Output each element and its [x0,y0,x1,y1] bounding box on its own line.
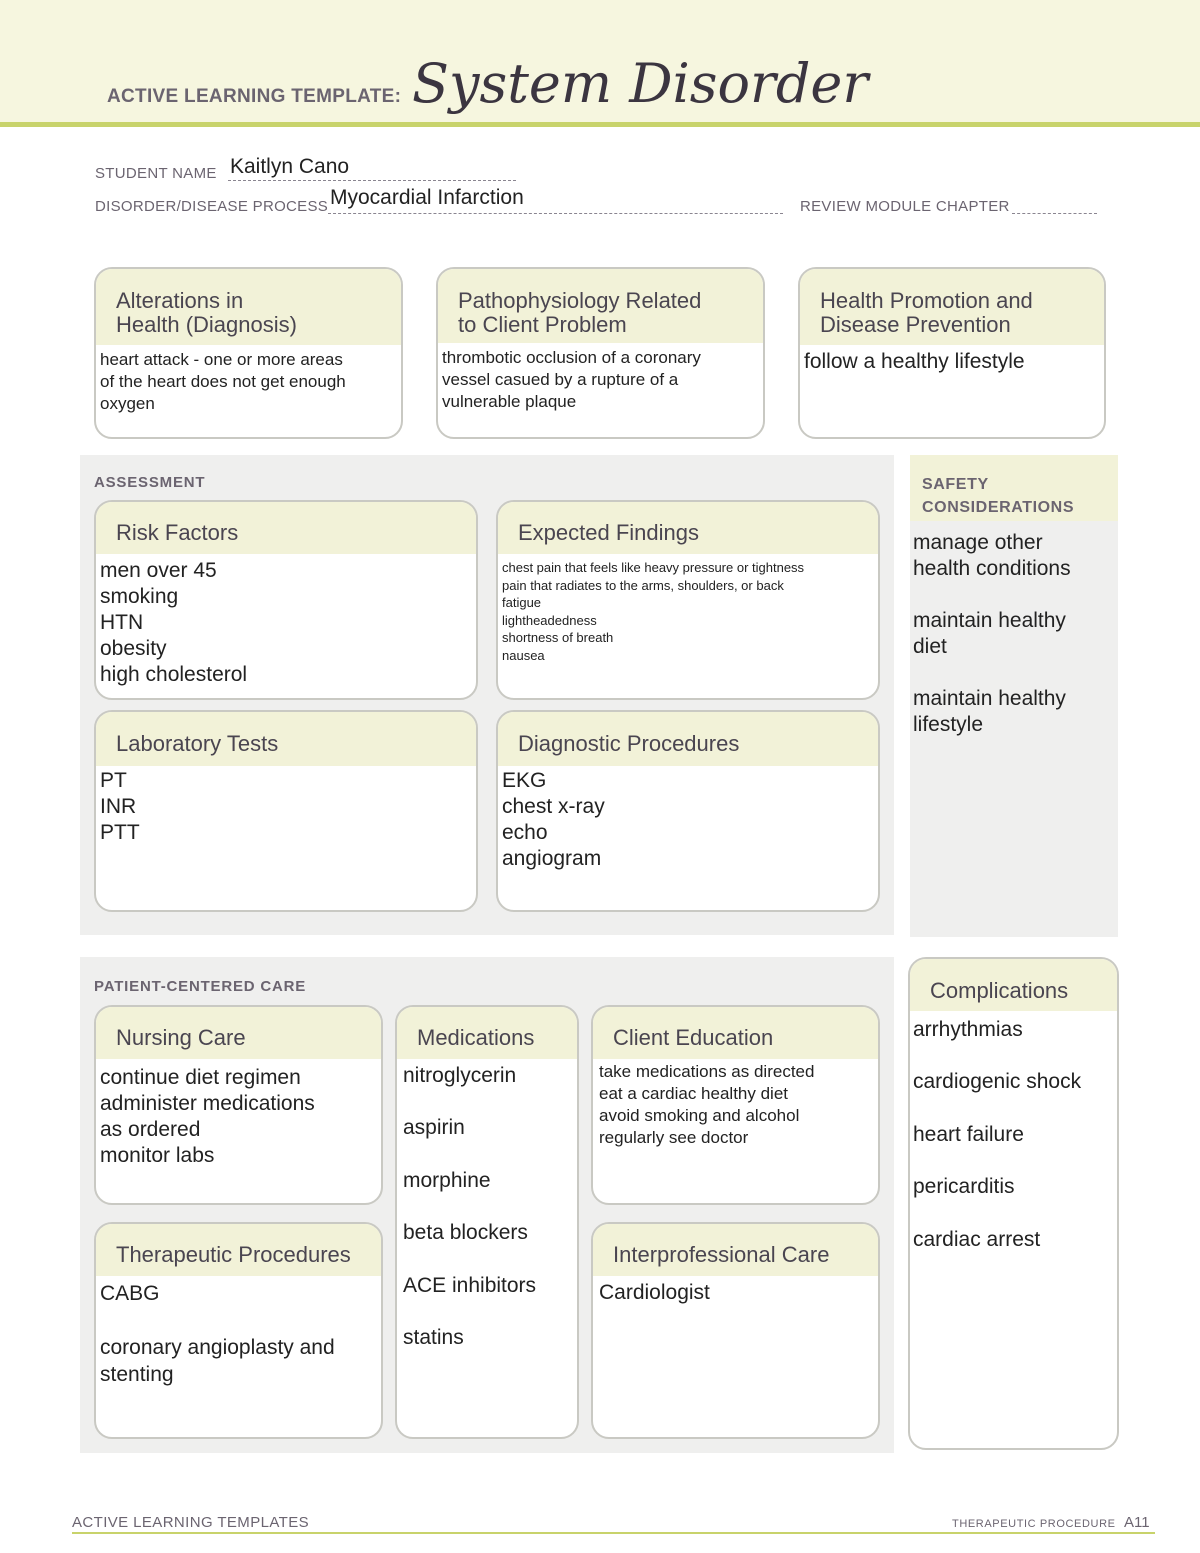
header-rule [0,122,1200,127]
pathophysiology-box [436,267,765,439]
nursing-care-body[interactable]: continue diet regimen administer medications as ordered monitor labs [100,1066,315,1167]
diagnostic-procedures-box [496,710,880,912]
template-label: ACTIVE LEARNING TEMPLATE: [107,86,402,107]
diagnostic-procedures-body[interactable]: EKG chest x-ray echo angiogram [502,769,605,870]
interprofessional-care-body[interactable]: Cardiologist [599,1281,710,1304]
safety-body[interactable]: manage other health conditions maintain healthy diet maintain healthy lifestyle [913,531,1071,736]
complications-title: Complications [910,959,1117,1011]
therapeutic-procedures-body[interactable]: CABG coronary angioplasty and stenting [100,1282,335,1386]
assessment-label: ASSESSMENT [94,474,206,491]
page-title: System Disorder [412,52,869,115]
patient-centered-care-label: PATIENT-CENTERED CARE [94,978,307,995]
laboratory-tests-body[interactable]: PT INR PTT [100,769,140,844]
interprofessional-care-title: Interprofessional Care [593,1224,878,1276]
health-promotion-body[interactable]: follow a healthy lifestyle [804,350,1025,373]
student-name-value[interactable]: Kaitlyn Cano [230,155,350,178]
disorder-label: DISORDER/DISEASE PROCESS [95,198,329,215]
safety-label: SAFETY CONSIDERATIONS [922,476,1075,516]
risk-factors-box [94,500,478,700]
pathophysiology-title: Pathophysiology Related to Client Problem [438,269,763,343]
expected-findings-body[interactable]: chest pain that feels like heavy pressure or tightness pain that radiates to the arms, shoulders, or back fatigue lightheadedness shortness of breath nausea [502,560,805,663]
nursing-care-title: Nursing Care [96,1007,381,1059]
footer-rule [72,1532,1155,1534]
health-promotion-title: Health Promotion and Disease Prevention [800,269,1104,345]
client-education-box [591,1005,880,1205]
therapeutic-procedures-title: Therapeutic Procedures [96,1224,381,1276]
alterations-body[interactable]: heart attack - one or more areas of the heart does not get enough oxygen [100,350,346,413]
client-education-title: Client Education [593,1007,878,1059]
client-education-body[interactable]: take medications as directed eat a cardiac healthy diet avoid smoking and alcohol regularly see doctor [599,1062,815,1147]
medications-title: Medications [397,1007,577,1059]
medications-body[interactable]: nitroglycerin aspirin morphine beta blockers ACE inhibitors statins [403,1064,537,1350]
medications-box [395,1005,579,1439]
expected-findings-title: Expected Findings [498,502,878,554]
health-promotion-box [798,267,1106,439]
alterations-box [94,267,403,439]
laboratory-tests-title: Laboratory Tests [96,712,476,766]
risk-factors-title: Risk Factors [96,502,476,554]
footer-page-number: A11 [1124,1514,1150,1531]
diagnostic-procedures-title: Diagnostic Procedures [498,712,878,766]
review-module-line[interactable] [1012,197,1097,214]
complications-body[interactable]: arrhythmias cardiogenic shock heart failure pericarditis cardiac arrest [913,1018,1082,1251]
therapeutic-procedures-box [94,1222,383,1439]
expected-findings-box [496,500,880,700]
alterations-title: Alterations in Health (Diagnosis) [96,269,401,345]
disorder-value[interactable]: Myocardial Infarction [330,186,524,209]
pathophysiology-body[interactable]: thrombotic occlusion of a coronary vessel casued by a rupture of a vulnerable plaque [442,348,701,411]
complications-box [908,957,1119,1450]
laboratory-tests-box [94,710,478,912]
student-name-label: STUDENT NAME [95,165,217,182]
nursing-care-box [94,1005,383,1205]
risk-factors-body[interactable]: men over 45 smoking HTN obesity high cholesterol [100,559,248,686]
interprofessional-care-box [591,1222,880,1439]
review-module-label: REVIEW MODULE CHAPTER [800,198,1010,215]
footer-right-label: THERAPEUTIC PROCEDURE [952,1518,1116,1530]
footer-left-label: ACTIVE LEARNING TEMPLATES [72,1514,309,1531]
